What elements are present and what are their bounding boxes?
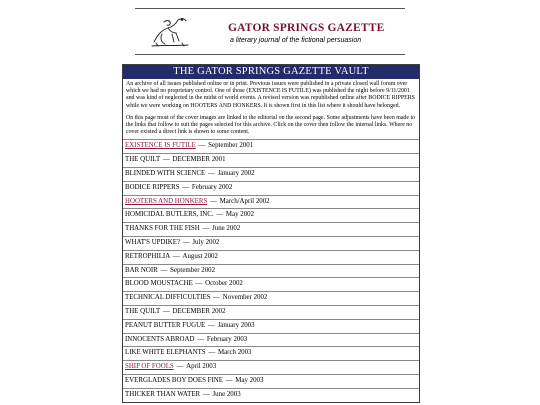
issue-row bbox=[123, 346, 419, 360]
publication-title: GATOR SPRINGS GAZETTE bbox=[228, 22, 385, 34]
issue-date: September 2002 bbox=[170, 266, 216, 274]
issue-date: DECEMBER 2002 bbox=[172, 307, 226, 315]
issue-title: TECHNICAL DIFFICULTIES bbox=[125, 294, 211, 302]
separator-dash: — bbox=[180, 183, 191, 191]
issue-row bbox=[123, 222, 419, 236]
separator-dash: — bbox=[211, 294, 222, 302]
issue-title: LIKE WHITE ELEPHANTS bbox=[125, 349, 206, 357]
issue-date: February 2002 bbox=[191, 183, 233, 191]
separator-dash: — bbox=[193, 280, 205, 288]
issue-row bbox=[123, 277, 419, 291]
issue-date: September 2001 bbox=[208, 142, 254, 150]
intro-paragraph: An archive of all issues published online or in print. Previous issues were published in a private closed wall forum over which we had no proprietary control. One of those (EXISTENCE IS FUTILE) was published the night before 9/11/2001 and was kind of neglected in the midst of world events. A revised version was republished online after BODICE RIPPERS while we were working on HOOTERS AND HONKERS. It is shown first in this list where it should have belonged. bbox=[126, 81, 415, 109]
separator-dash: — bbox=[201, 390, 212, 398]
issue-row bbox=[123, 374, 419, 388]
alligator-sketch-icon bbox=[148, 12, 192, 52]
issue-date: October 2002 bbox=[205, 280, 243, 288]
issue-row bbox=[123, 264, 419, 278]
issue-row bbox=[123, 319, 419, 333]
issue-title: BAR NOIR bbox=[125, 266, 158, 274]
issue-date: January 2002 bbox=[217, 170, 255, 178]
issue-date: March/April 2002 bbox=[219, 197, 270, 205]
issue-row[interactable] bbox=[123, 195, 419, 209]
issue-title-link[interactable]: SHIP OF FOOLS bbox=[125, 363, 174, 371]
masthead-bottom-rule bbox=[135, 54, 405, 55]
issue-date: July 2002 bbox=[192, 239, 220, 246]
issue-title: WHAT'S UPDIKE? bbox=[125, 239, 181, 246]
intro-paragraph: On this page most of the cover images are linked to the editorial on the second page. Some adjustments have been made to the links that follow to suit the pages selected for this archive. Click on the cover then follow the internal links. Where no cover existed a direct link is shown to some content. bbox=[126, 114, 416, 136]
separator-dash: — bbox=[171, 252, 182, 260]
issue-row bbox=[123, 236, 419, 250]
separator-dash: — bbox=[200, 225, 212, 233]
separator-dash: — bbox=[214, 211, 225, 219]
separator-dash: — bbox=[223, 376, 235, 384]
issue-title: PEANUT BUTTER FUGUE bbox=[125, 321, 206, 329]
separator-dash: — bbox=[158, 266, 170, 274]
issue-date: January 2003 bbox=[217, 321, 255, 329]
separator-dash: — bbox=[181, 239, 192, 246]
issue-title: INNOCENTS ABROAD bbox=[125, 335, 195, 343]
vault-intro bbox=[123, 79, 419, 139]
issue-row bbox=[123, 167, 419, 181]
issue-date: May 2003 bbox=[235, 376, 264, 384]
issue-title: THANKS FOR THE FISH bbox=[125, 225, 200, 233]
separator-dash: — bbox=[206, 349, 217, 357]
issue-row bbox=[123, 333, 419, 347]
issue-row bbox=[123, 250, 419, 264]
issue-row bbox=[123, 305, 419, 319]
issue-date: November 2002 bbox=[222, 294, 268, 302]
issue-title: BLINDED WITH SCIENCE bbox=[125, 170, 206, 178]
issue-row bbox=[123, 291, 419, 305]
separator-dash: — bbox=[195, 335, 206, 343]
masthead bbox=[148, 12, 398, 52]
issue-date: April 2003 bbox=[186, 363, 217, 371]
issue-row bbox=[123, 181, 419, 195]
issue-date: August 2002 bbox=[182, 252, 218, 260]
issue-date: March 2003 bbox=[217, 349, 252, 357]
issue-row bbox=[123, 153, 419, 167]
separator-dash: — bbox=[206, 321, 217, 329]
issue-title: BLOOD MOUSTACHE bbox=[125, 280, 193, 288]
vault-header: THE GATOR SPRINGS GAZETTE VAULT bbox=[123, 65, 419, 79]
issue-title: BODICE RIPPERS bbox=[125, 183, 180, 191]
issue-row bbox=[123, 388, 419, 402]
separator-dash: — bbox=[206, 170, 217, 178]
issue-title-link[interactable]: HOOTERS AND HONKERS bbox=[125, 197, 208, 205]
issue-date: February 2003 bbox=[206, 335, 248, 343]
publication-subtitle: a literary journal of the fictional persuasion bbox=[230, 37, 362, 44]
separator-dash: — bbox=[174, 363, 186, 371]
issue-title: RETROPHILIA bbox=[125, 252, 171, 260]
issue-list bbox=[123, 139, 419, 401]
separator-dash: — bbox=[196, 142, 208, 150]
issue-title: HOMICIDAL BUTLERS, INC. bbox=[125, 211, 214, 219]
issue-row[interactable] bbox=[123, 360, 419, 374]
issue-title: EVERGLADES BOY DOES FINE bbox=[125, 376, 223, 384]
vault-table bbox=[122, 64, 420, 403]
issue-title: THICKER THAN WATER bbox=[125, 390, 201, 398]
issue-title: THE QUILT bbox=[125, 156, 161, 164]
issue-title: THE QUILT bbox=[125, 307, 161, 315]
issue-date: June 2002 bbox=[212, 225, 241, 233]
issue-date: DECEMBER 2001 bbox=[172, 156, 226, 164]
issue-row[interactable] bbox=[123, 139, 419, 153]
issue-date: May 2002 bbox=[225, 211, 255, 219]
issue-row bbox=[123, 208, 419, 222]
masthead-top-rule bbox=[135, 8, 405, 9]
issue-date: June 2003 bbox=[212, 390, 241, 398]
separator-dash: — bbox=[208, 197, 219, 205]
issue-title-link[interactable]: EXISTENCE IS FUTILE bbox=[125, 142, 196, 150]
separator-dash: — bbox=[161, 307, 172, 315]
separator-dash: — bbox=[161, 156, 172, 164]
